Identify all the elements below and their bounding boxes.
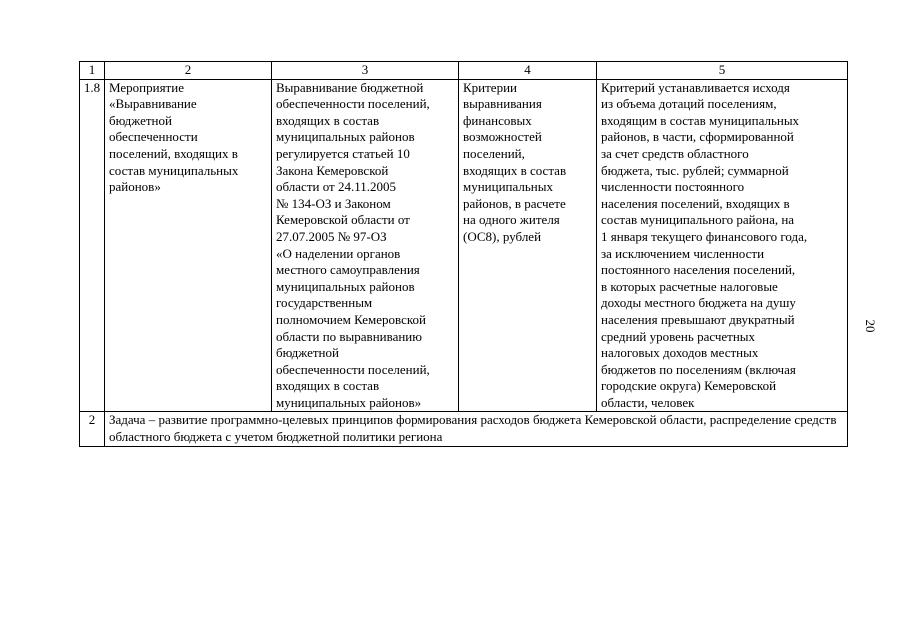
header-col-2: 2: [105, 62, 272, 80]
header-col-4: 4: [459, 62, 597, 80]
legal-basis-cell: Выравнивание бюджетной обеспеченности поселений, входящих в состав муниципальных районов регулируется статьей 10 Закона Кемеровской области от 24.11.2005 № 134-ОЗ и Законом Кемеровской области от 27.07.2005 № 97-ОЗ «О наделении органов местного самоуправления муниципальных районов государственным полномочием Кемеровской области по выравниванию бюджетной обеспеченности поселений, входящих в состав муниципальных районов»: [272, 79, 459, 412]
row-number: 2: [80, 412, 105, 446]
page-number: 20: [863, 319, 878, 333]
header-col-5: 5: [597, 62, 848, 80]
table-row: [80, 412, 848, 446]
table-row: [80, 79, 848, 412]
row-number: 1.8: [80, 79, 105, 412]
header-col-1: 1: [80, 62, 105, 80]
header-row: [80, 62, 848, 80]
measure-cell: Мероприятие «Выравнивание бюджетной обеспеченности поселений, входящих в состав муниципальных районов»: [105, 79, 272, 412]
task-cell: Задача – развитие программно-целевых принципов формирования расходов бюджета Кемеровской области, распределение средств областного бюджета с учетом бюджетной политики региона: [105, 412, 848, 446]
criteria-cell: Критерии выравнивания финансовых возможностей поселений, входящих в состав муниципальных районов, в расчете на одного жителя (ОС8), рублей: [459, 79, 597, 412]
header-col-3: 3: [272, 62, 459, 80]
method-cell: Критерий устанавливается исходя из объема дотаций поселениям, входящим в состав муниципальных районов, в части, сформированной за счет средств областного бюджета, тыс. рублей; суммарной численности постоянного населения поселений, входящих в состав муниципального района, на 1 января текущего финансового года, за исключением численности постоянного населения поселений, в которых расчетные налоговые доходы местного бюджета на душу населения превышают двукратный средний уровень расчетных налоговых доходов местных бюджетов по поселениям (включая городские округа) Кемеровской области, человек: [597, 79, 848, 412]
document-table: [79, 61, 848, 447]
